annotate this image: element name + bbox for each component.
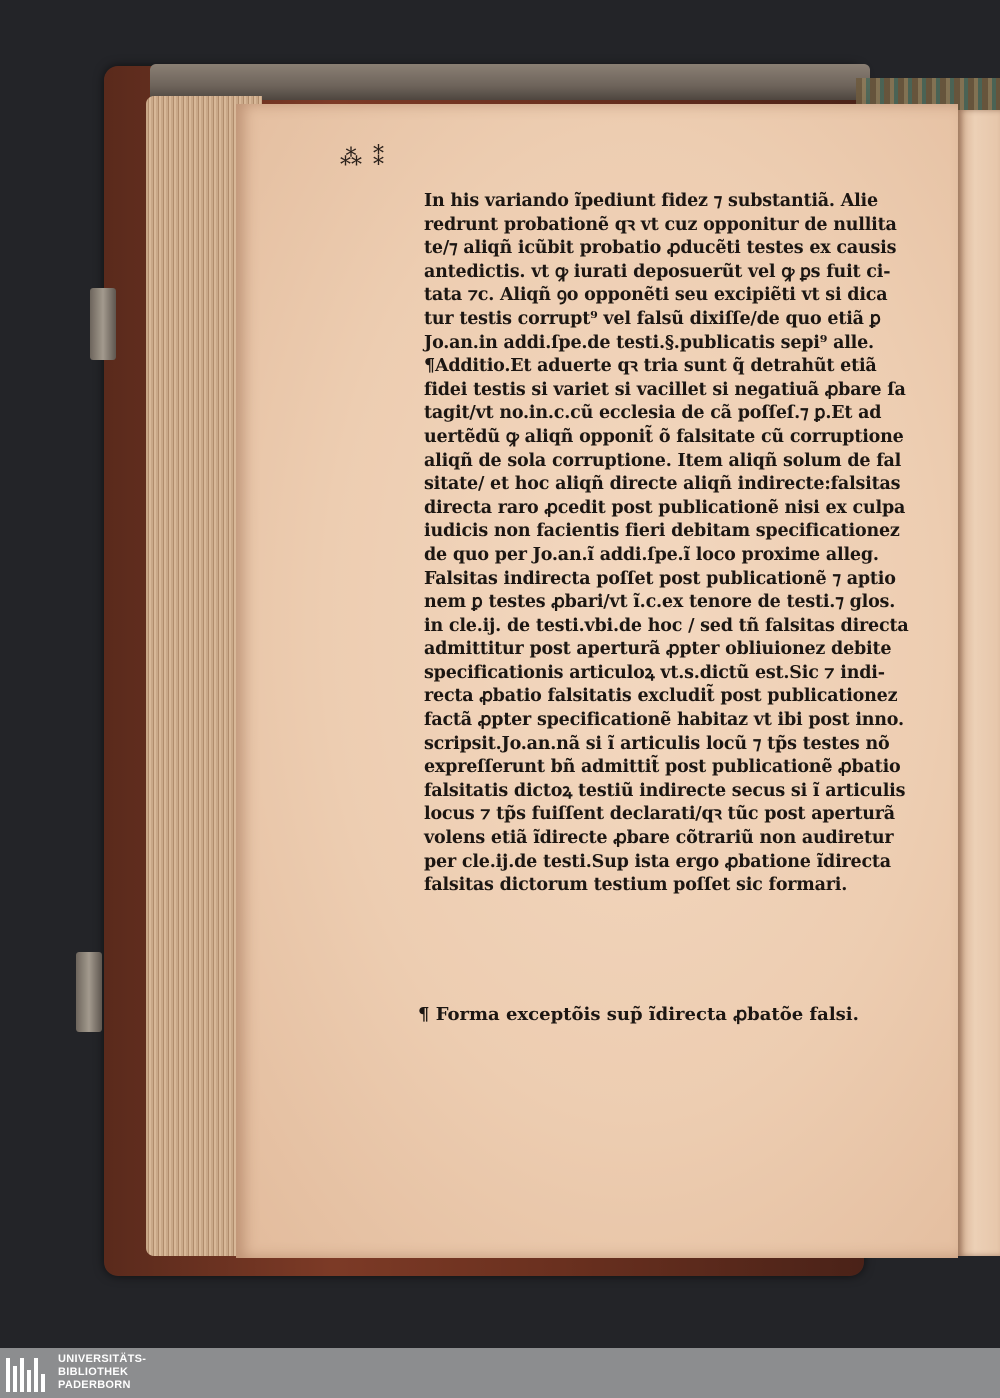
signature-mark: ⁂ ⁑ (340, 146, 386, 171)
text-line: expreſſerunt bñ admittit̃ post publicationẽ ꝓbatio (424, 757, 901, 778)
text-line: fidei testis si variet si vacillet si negatiuã ꝓbare ſa (424, 379, 906, 400)
text-line: recta ꝓbatio falsitatis excludit̃ post publicationez (424, 686, 898, 707)
text-line: factã ꝓpter specificationẽ habitaz vt ibi post inno. (424, 710, 904, 731)
text-line: sitate/ et hoc aliqñ directe aliqñ indirecte:falsitas (424, 474, 901, 495)
text-line: nem ꝑ testes ꝓbari/vt ĩ.c.ex tenore de testi.⁊ glos. (424, 592, 896, 613)
text-line: antedictis. vt ꝙ iurati deposuerũt vel ꝙ ꝑs fuit ci- (424, 261, 891, 282)
logo-line: PADERBORN (58, 1379, 131, 1391)
university-library-logo-icon (6, 1354, 46, 1392)
text-line: tata ⁊c. Aliqñ ꝯo opponẽti seu excipiẽti vt si dica (424, 285, 888, 306)
text-line: aliqñ de sola corruptione. Item aliqñ solum de fal (424, 450, 902, 471)
text-line: Falsitas indirecta poſſet post publicationẽ ⁊ aptio (424, 568, 896, 589)
text-line: in cle.ij. de testi.vbi.de hoc / sed tñ falsitas directa (424, 615, 909, 636)
text-block (424, 190, 944, 898)
text-line: locus ⁊ tp̃s fuiſſent declarati/qꝛ tũc post aperturã (424, 804, 895, 825)
text-line: volens etiã ĩdirecte ꝓbare cõtrariũ non audiretur (424, 828, 894, 849)
text-line: redrunt probationẽ qꝛ vt cuz opponitur de nullita (424, 214, 897, 235)
clasp-upper (90, 288, 116, 360)
text-line: falsitas dictorum testium poſſet sic formari. (424, 875, 848, 896)
paragraph-mark-icon: ¶ (418, 1004, 436, 1025)
text-line: falsitatis dictoꝝ testiũ indirecte secus si ĩ articulis (424, 780, 906, 801)
text-line: Jo.an.in addi.ſpe.de testi.§.publicatis sepi⁹ alle. (424, 332, 874, 353)
text-line: uertẽdũ ꝙ aliqñ opponit̃ õ falsitate cũ corruptione (424, 426, 904, 447)
text-line: te/⁊ aliqñ icũbit probatio ꝓducẽti testes ex causis (424, 238, 897, 259)
book-top-edge (150, 64, 870, 100)
text-line: directa raro ꝓcedit post publicationẽ nisi ex culpa (424, 497, 906, 518)
text-line: tagit/vt no.in.c.cũ ecclesia de cã poſſeſ.⁊ ꝑ.Et ad (424, 403, 882, 424)
text-line: specificationis articuloꝝ vt.s.dictũ est.Sic ⁊ indi- (424, 662, 885, 683)
facing-page-edge (958, 110, 1000, 1256)
clasp-lower (76, 952, 102, 1032)
text-line: admittitur post aperturã ꝓpter obliuionez debite (424, 639, 892, 660)
text-line: iudicis non facientis fieri debitam specificationez (424, 521, 900, 542)
text-line: tur testis corrupt⁹ vel falsũ dixiſſe/de quo etiã ꝑ (424, 308, 881, 329)
text-line (424, 355, 944, 379)
text-line: scripsit.Jo.an.nã si ĩ articulis locũ ⁊ tp̃s testes nõ (424, 733, 890, 754)
section-heading-text: Forma exceptõis sup̃ ĩdirecta ꝓbatõe falsi. (435, 1004, 859, 1025)
footer-bar (0, 1348, 1000, 1398)
library-logo-text (58, 1353, 146, 1392)
text-line: de quo per Jo.an.ĩ addi.ſpe.ĩ loco proxime alleg. (424, 544, 879, 565)
section-heading (418, 1004, 859, 1025)
logo-line: UNIVERSITÄTS- (58, 1353, 147, 1365)
logo-line: BIBLIOTHEK (58, 1366, 129, 1378)
text-line-content: Additio.Et aduerte qꝛ tria sunt q̃ detrahũt etiã (434, 356, 877, 377)
text-line: In his variando ĩpediunt fidez ⁊ substantiã. Alie (424, 191, 878, 211)
text-line: per cle.ij.de testi.Sup ista ergo ꝓbatione ĩdirecta (424, 851, 891, 872)
paragraph-mark-icon: ¶ (424, 356, 435, 377)
